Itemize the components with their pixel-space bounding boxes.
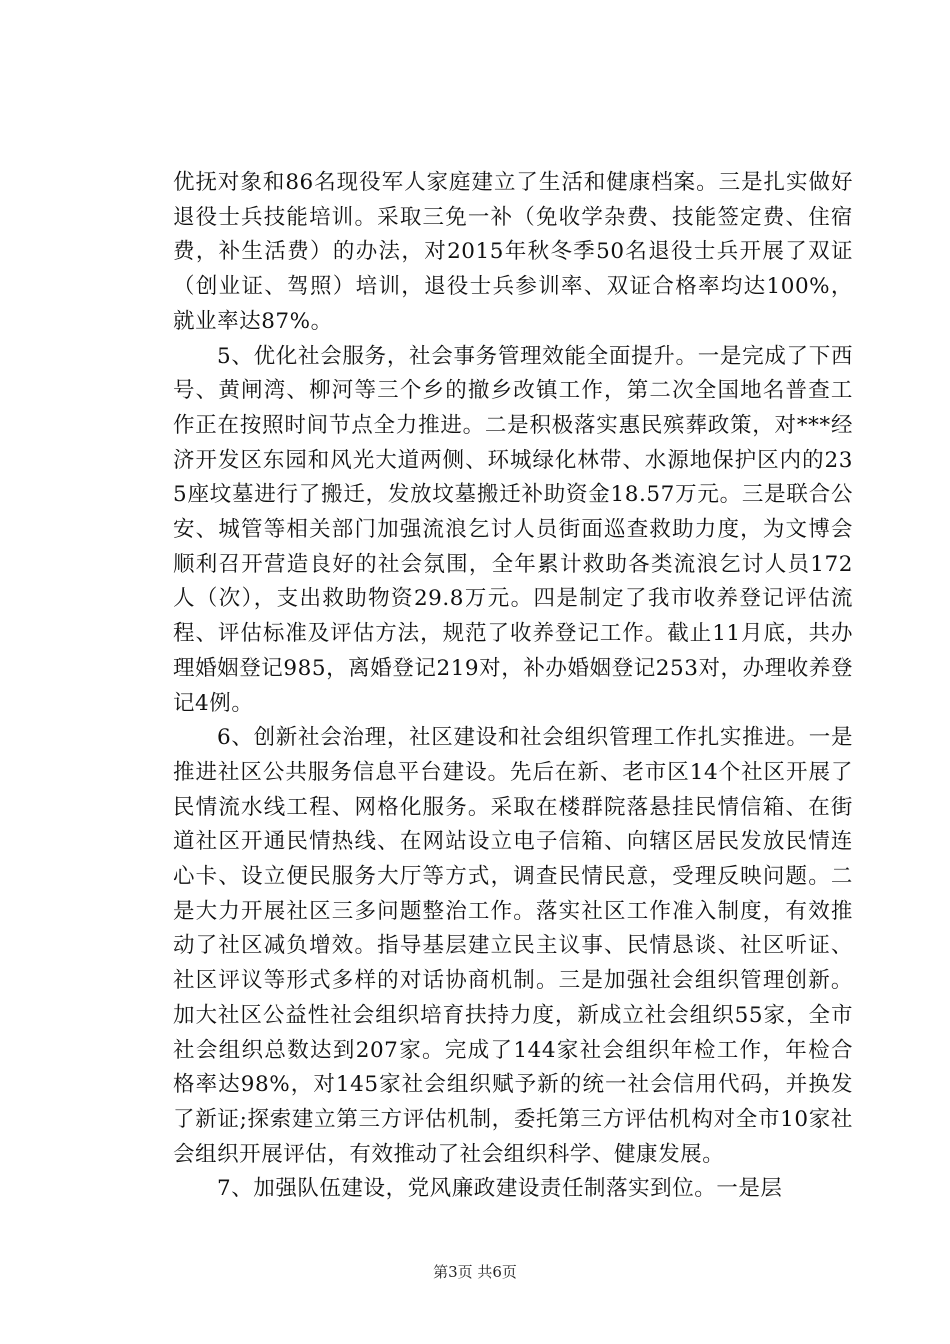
paragraph-item-7: 7、加强队伍建设，党风廉政建设责任制落实到位。一是层: [217, 1176, 783, 1202]
paragraph-item-5: 5、优化社会服务，社会事务管理效能全面提升。一是完成了下西号、黄闸湾、柳河等三个乡的撤乡改镇工作，第二次全国地名普查工作正在按照时间节点全力推进。二是积极落实惠民殡葬政策，对***经济开发区东园和风光大道两侧、环城绿化林带、水源地保护区内的235座坟墓进行了搬迁，发放坟墓搬迁补助资金18.57万元。三是联合公安、城管等相关部门加强流浪乞讨人员街面巡查救助力度，为文博会顺利召开营造良好的社会氛围，全年累计救助各类流浪乞讨人员172人（次），支出救助物资29.8万元。四是制定了我市收养登记评估流程、评估标准及评估方法，规范了收养登记工作。截止11月底，共办理婚姻登记985，离婚登记219对，补办婚姻登记253对，办理收养登记4例。: [173, 343, 853, 716]
paragraph-item-6: 6、创新社会治理，社区建设和社会组织管理工作扎实推进。一是推进社区公共服务信息平台建设。先后在新、老市区14个社区开展了民情流水线工程、网格化服务。采取在楼群院落悬挂民情信箱、在街道社区开通民情热线、在网站设立电子信箱、向辖区居民发放民情连心卡、设立便民服务大厅等方式，调查民情民意，受理反映问题。二是大力开展社区三多问题整治工作。落实社区工作准入制度，有效推动了社区减负增效。指导基层建立民主议事、民情恳谈、社区听证、社区评议等形式多样的对话协商机制。三是加强社会组织管理创新。加大社区公益性社会组织培育扶持力度，新成立社会组织55家，全市社会组织总数达到207家。完成了144家社会组织年检工作，年检合格率达98%，对145家社会组织赋予新的统一社会信用代码，并换发了新证;探索建立第三方评估机制，委托第三方评估机构对全市10家社会组织开展评估，有效推动了社会组织科学、健康发展。: [173, 725, 853, 1167]
document-body: [173, 166, 853, 1207]
page-number-footer: 第3页 共6页: [433, 1263, 517, 1281]
paragraph-continuation: 优抚对象和86名现役军人家庭建立了生活和健康档案。三是扎实做好退役士兵技能培训。采取三免一补（免收学杂费、技能签定费、住宿费，补生活费）的办法，对2015年秋冬季50名退役士兵开展了双证（创业证、驾照）培训，退役士兵参训率、双证合格率均达100%，就业率达87%。: [173, 170, 853, 334]
